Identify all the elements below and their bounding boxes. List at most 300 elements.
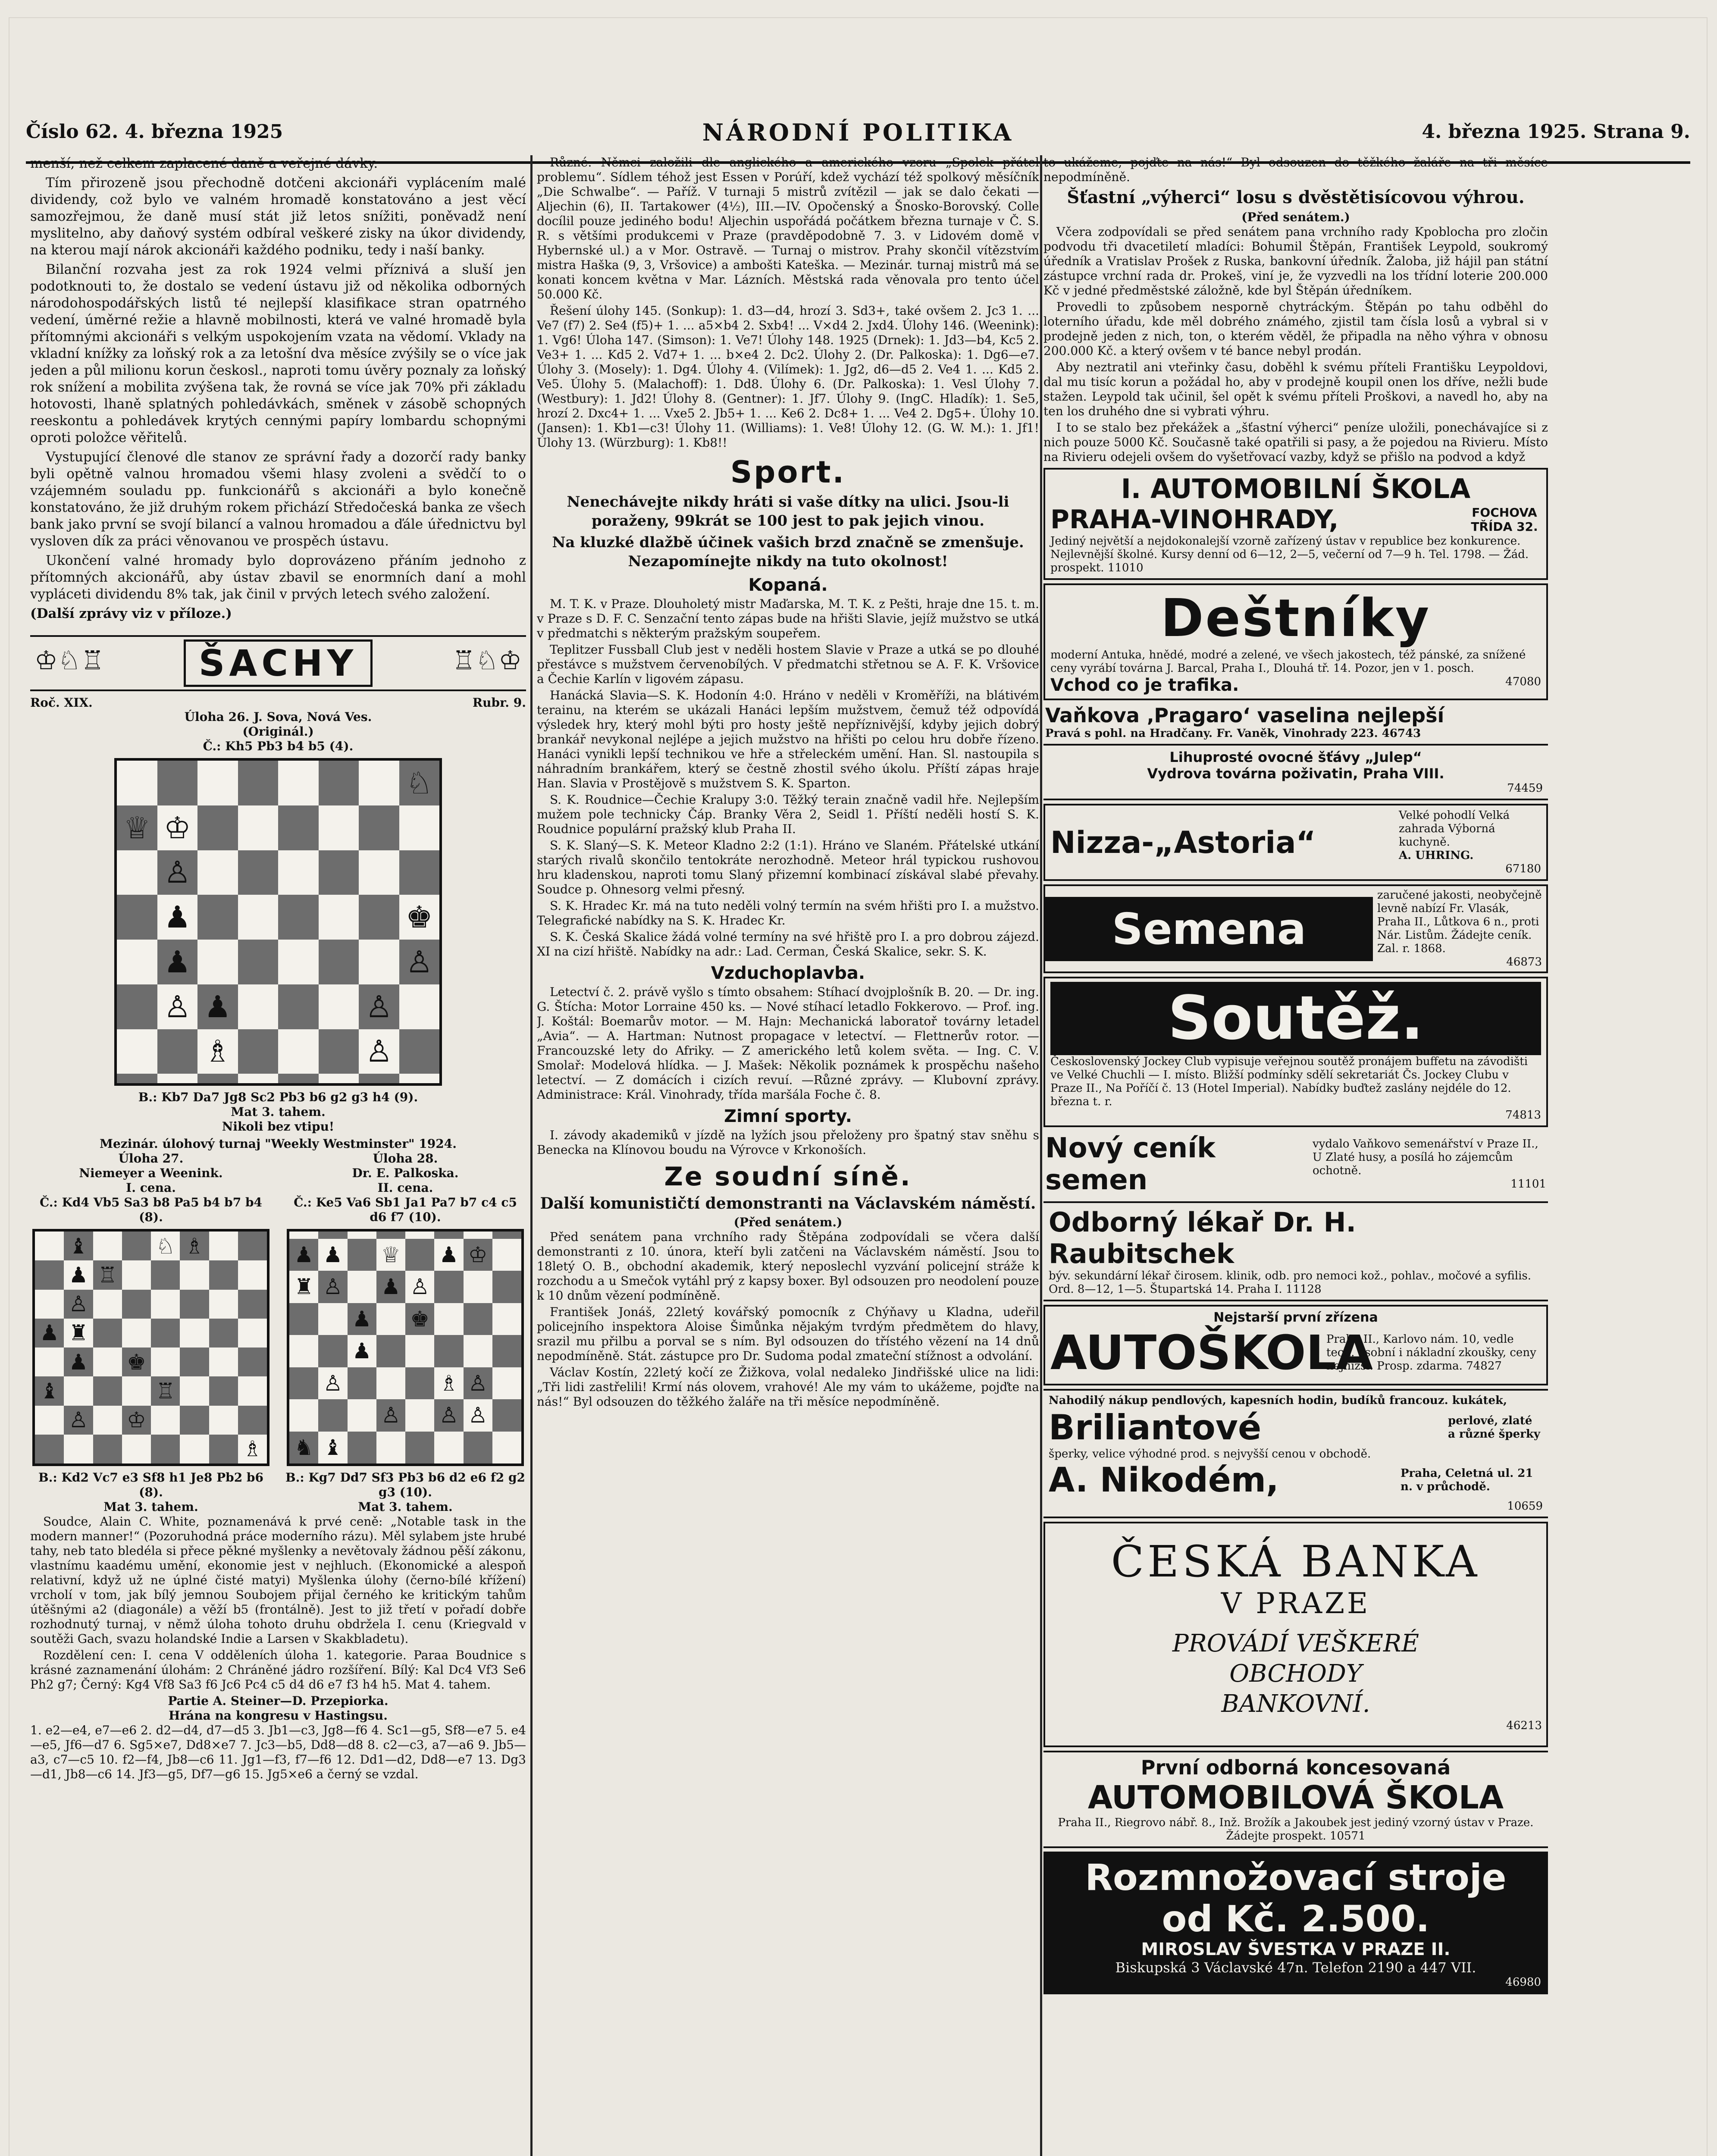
ad-rozmnozovaci-stroje [1043,1852,1548,1994]
square [318,1399,347,1432]
square [359,761,399,805]
ad-text: býv. sekundární lékař čirosem. klinik, odb. pro nemoci kož., pohlav., močové a syfilis. Ord. 8—12, 1—5. Štupartská 14. Praha I. 11128 [1049,1269,1532,1296]
square [399,1029,440,1074]
paragraph: Aby neztratil ani vteřinky času, doběhl k svému příteli Františku Leypoldovi, dal mu tisíc korun a požádal ho, aby v prodejně koupil onen los dříve, nežli bude stažen. Leypold tak učinil, šel opět k svému příteli Proškovi, a navedl ho, aby na ten los druhého dne si vybrati výhru. [1043,360,1548,418]
square [376,1367,405,1400]
square [93,1376,122,1405]
ad-lekar [1043,1201,1548,1301]
ad-semena [1043,884,1548,973]
square: ♖ [151,1376,180,1405]
square [238,984,279,1029]
square [93,1406,122,1435]
ad-firm: MIROSLAV ŠVESTKA V PRAZE II. [1141,1940,1451,1959]
ad-vaselina [1043,704,1548,740]
mate-note: Mat 3. tahem. [231,1105,326,1119]
square [289,1335,318,1367]
square [319,805,359,850]
square [464,1303,492,1335]
ad-julep [1043,744,1548,800]
paragraph: S. K. Česká Skalice žádá volné termíny na své hřiště pro I. a pro dobrou zájezd. XI na cizí hřiště. Nabídky na adr.: Lad. Cerman, Česká Skalice, sekr. S. K. [537,930,1039,959]
square [399,805,440,850]
ad-nizza [1043,804,1548,881]
ad-code: 46873 [1506,956,1542,968]
chess-board-28 [287,1229,524,1466]
ad-side [1313,1138,1546,1191]
square: ♚ [122,1348,151,1376]
square [238,1029,279,1074]
ad-city: PRAHA-VINOHRADY, [1050,505,1339,535]
chess-board-26 [114,758,442,1086]
square [209,1348,238,1376]
square [434,1271,463,1303]
problem-prize: I. cena. [126,1181,176,1195]
square [93,1290,122,1319]
square [238,1376,267,1405]
square [180,1348,209,1376]
square [492,1303,521,1335]
ad-title: Soutěž. [1050,982,1541,1055]
paragraph: S. K. Slaný—S. K. Meteor Kladno 2:2 (1:1). Hráno ve Slaném. Přátelské utkání starých rivalů skončilo tentokráte nerozhodně. Meteor hrál typickou rushovou hru kladenskou, naproti tomu Slaný přizemní kombinací získával slabé převahy. Soudce p. Ohnesorg velmi přesný. [537,838,1039,896]
court-senate: (Před senátem.) [733,1215,843,1229]
square [122,1232,151,1260]
sport-warning: Na kluzké dlažbě účinek vašich brzd značně se zmenšuje. Nezapomínejte nikdy na tuto okolnost! [552,534,1024,570]
square [197,895,238,940]
square [151,1348,180,1376]
ad-address: Biskupská 3 Václavské 47n. Telefon 2190 a 447 VII. [1115,1959,1476,1976]
square [117,984,157,1029]
ad-row [1050,1325,1541,1380]
paragraph: Teplitzer Fussball Club jest v neděli hostem Slavie v Praze a utká se po dlouhé přestávce s mužstvem červenobílých. V předmatchi střetnou se A. F. K. Vršovice a Čechie Karlín v ligovém zápasu. [537,642,1039,686]
square: ♙ [64,1290,93,1319]
square [93,1319,122,1348]
paragraph: František Jonáš, 22letý kovářský pomocník z Chýňavy u Kladna, udeřil policejního inspektora Aloise Šimůnka nějakým tvrdým předmětem do hlavy, srazil mu přilbu a porval se s ním. Byl odsouzen do třístého vězení na 14 dnů nepodmíněně. Stát. zástupce pro Dr. Sudoma podal zmateční stížnost a odvolání. [537,1305,1039,1363]
square [238,1074,279,1083]
ad-code: 47080 [1505,675,1541,688]
square [319,1029,359,1074]
chess-pieces-icon: ♔♘♖ [34,646,104,676]
square [93,1435,122,1463]
square [348,1367,376,1400]
square [319,940,359,984]
square [289,1367,318,1400]
ad-title: Deštníky [1160,589,1431,649]
square [278,805,319,850]
square: ♟ [348,1335,376,1367]
paragraph: Tím přirozeně jsou přechodně dotčeni akcionáři vyplácením malé dividendy, což bylo ve valném hromadě konstatováno a jest věcí samozřejmou, že daně musí stát již letos snížiti, poněvadž není myslitelno, aby daňový systém odbíral veškeré zisky na úkor dividendy, na kterou mají nárok akcionáři každého podniku, tedy i naší banky. [30,175,526,258]
square: ♟ [64,1260,93,1289]
paragraph: Včera zodpovídali se před senátem pana vrchního rady Kpoblocha pro zločin podvodu tři dvacetiletí mladíci: Bohumil Štěpán, František Leypold, soukromý úředník a Vratislav Prošek z Ruska, bankovní úředník. Žaloba, již hájil pan státní zástupce vrchní rada dr. Prokeš, viní je, že vyzvedli na los třídní loterie 200.000 Kč v jedné předměstské záložně, kde byl Štěpán úředníkem. [1043,225,1548,298]
ad-code: 74459 [1507,782,1543,795]
square [35,1290,64,1319]
square [492,1271,521,1303]
problem-27 [30,1151,272,1514]
problem-note: (Originál.) [242,724,314,739]
square [209,1319,238,1348]
square [122,1376,151,1405]
ad-title: Rozmnožovací stroje [1085,1856,1507,1899]
square: ♔ [157,805,198,850]
black-pieces: Č.: Kd4 Vb5 Sa3 b8 Pa5 b4 b7 b4 (8). [39,1195,263,1224]
ad-name: A. Nikodém, [1049,1461,1279,1500]
ad-code: 67180 [1505,862,1541,875]
square: ♚ [399,895,440,940]
problem-prize: II. cena. [377,1181,433,1195]
square [359,940,399,984]
chess-banner [30,635,526,691]
square [318,1303,347,1335]
paragraph: Soudce, Alain C. White, poznamenává k prvé ceně: „Notable task in the modern manner!“ (Pozoruhodná práce moderního rázu). Měl sylabem jste hrubé tahy, neb tato bledéla si přece pěkné myšlenky a nevětovaly žádnou pěší zákonu, vlastnímu kaadému umění, ekonomie jest v nejhluch. (Ekonomické a alespoň relativní, když už ne úplné čisté matyi) Myšlenka úlohy (černo-bílé křížení) vrcholí v tom, jak bílý jemnou Soubojem přijal černého ke kritickým tahům útěšnými a2 (diagonále) a věží b5 (frontálně). Jest to již třetí v pořadí dobře rozhodnutý turnaj, v němž úloha tohoto druhu obdržela I. cenu (Kriegvald v soutěži Gach, svazu holandské Indie a Larsen v Skakbladetu). [30,1514,526,1646]
square [405,1239,434,1271]
square [289,1303,318,1335]
ad-owner: A. UHRING. [1399,849,1474,862]
ad-title: Lihuprosté ovocné šťávy „Julep“ [1169,749,1422,765]
square [117,1029,157,1074]
problem-remark: Nikoli bez vtipu! [222,1119,335,1134]
ad-title: Briliantové [1049,1407,1262,1448]
square [278,895,319,940]
paragraph: I to se stalo bez překážek a „šťastní výherci“ peníze uložili, ponechávajíce si z nich pouze 5000 Kč. Současně také opatřili si pasy, a že pojedou na Rivieru. Místo na Rivieru odejeli ovšem do vyšetřovací vazby, když se přišlo na podvod a když [1043,420,1548,464]
square [348,1271,376,1303]
ad-city: V PRAZE [1221,1587,1371,1620]
ad-address: FOCHOVA TŘÍDA 32. [1471,505,1538,534]
square: ♟ [318,1239,347,1271]
square: ♟ [157,940,198,984]
column-rule [1040,155,1042,2156]
ad-text: vydalo Vaňkovo semenářství v Praze II., U Zlaté husy, a posílá ho zájemcům ochotně. [1313,1138,1538,1177]
square [117,895,157,940]
ad-code: 10659 [1507,1500,1543,1513]
problem-title: Úloha 26. J. Sova, Nová Ves. [184,710,372,724]
solutions: Řešení úlohy 145. (Sonkup): 1. d3—d4, hrozí 3. Sd3+, také ovšem 2. Jc3 1. ... Ve7 (f7) 2. Se4 (f5)+ 1. ... a5×b4 2. Sxb4! ... V×d4 2. Jxd4. Úlohy 146. (Weenink): 1. Vg6! Úloha 147. (Simson): 1. Ve7! Úlohy 148. 1925 (Drnek): 1. Jd3—b4, Kc5 2. Ve3+ 1. ... Kd5 2. Vd7+ 1. ... b×e4 2. Dc2. Úlohy 2. (Dr. Palkoska): 1. Dg6—e7. Úlohy 3. (Mosely): 1. Dg4. Úlohy 4. (Vilímek): 1. Jg2, d6—d5 2. Ve4 1. ... Kd5 2. Ve5. Úlohy 5. (Malachoff): 1. Dd8. Úlohy 6. (Dr. Palkoska): 1. Vesl Úlohy 7. (Westbury): 1. Jd2! Úlohy 8. (Gentner): 1. Jf7. Úlohy 9. (IngC. Hladík): 1. Se5, hrozí 2. Dxc4+ 1. ... Vxe5 2. Jb5+ 1. ... Ke6 2. Dc8+ 1. ... Ve4 2. Dg5+. Úlohy 10. (Jansen): 1. Kb1—c3! Úlohy 11. (Williams): 1. Ve8! Úlohy 12. (G. W. M.): 1. Jf1! Úlohy 13. (Würzburg): 1. Kb8!! [537,304,1039,450]
square [117,940,157,984]
square [492,1367,521,1400]
square: ♙ [318,1271,347,1303]
square: ♗ [434,1367,463,1400]
square [35,1406,64,1435]
paragraph: Václav Kostín, 22letý kočí ze Žižkova, volal nedaleko Jindřišské ulice na lidi: „Tři lidi zastřelili! Krmí nás olovem, vrahové! Ale my vám to ukážeme, pojďte na nás!“ Byl odsouzen do těžkého žaláře na tři měsíce nepodmíněně. [537,1365,1039,1409]
ad-address: Praha, Celetná ul. 21 n. v průchodě. [1401,1467,1533,1493]
ad-title: Odborný lékař Dr. H. Raubitschek [1049,1206,1357,1269]
column-rule [530,155,533,2156]
square [157,1029,198,1074]
square [180,1290,209,1319]
game-subtitle: Hrána na kongresu v Hastingsu. [168,1708,388,1723]
chess-board-27 [32,1229,269,1466]
square [238,1232,267,1260]
white-pieces: B.: Kd2 Vc7 e3 Sf8 h1 Je8 Pb2 b6 (8). [38,1470,263,1499]
square: ♕ [117,805,157,850]
ad-header: První odborná koncesovaná [1140,1756,1451,1779]
ad-footer [1050,675,1541,695]
square [278,1029,319,1074]
ad-autoskola-vinohrady [1043,468,1548,580]
square [238,940,279,984]
square: ♙ [464,1367,492,1400]
ad-header: Nahodilý nákup pendlových, kapesních hodin, budíků francouz. kukátek, [1049,1394,1507,1407]
square [289,1232,318,1239]
ad-text: zaručené jakosti, neobyčejně levně nabízí Fr. Vlasák, Praha II., Lůtkova 6 n., proti Nár. Listům. Žádejte ceník. Zal. r. 1868. [1377,889,1542,955]
ad-title: Nový ceník semen [1045,1132,1216,1196]
square: ♟ [434,1239,463,1271]
square [464,1335,492,1367]
square [464,1271,492,1303]
paragraph: Hanácká Slavia—S. K. Hodonín 4:0. Hráno v neděli v Kroměříži, na blátivém terainu, na kterém se ukázali Hanáci lepším mužstvem, čemuž též odpovídá výsledek hry, který mohl býti pro hosty ještě nepříznivější, kdyby jejich dobrý brankář nevykonal nejlépe a jejich mužstvo na hřišti po celou hru dobře řízeno. Hanáci vynikli lepší technikou ve hře a střeleckém umění. Han. Sl. nastoupila s náhradním brankářem, který se čestně zhostil svého úkolu. Příští zápas hraje Han. Slavia v Prostějově s mužstvem S. K. Sparton. [537,688,1039,790]
square: ♙ [376,1399,405,1432]
square [197,1074,238,1083]
paragraph: to ukážeme, pojďte na nás!“ Byl odsouzen do těžkého žaláře na tři měsíce nepodmíněně. [1043,155,1548,184]
square [209,1435,238,1463]
square [238,1348,267,1376]
square [238,1406,267,1435]
ad-title: ČESKÁ BANKA [1111,1536,1481,1587]
square: ♟ [35,1319,64,1348]
ad-code: 74813 [1505,1109,1541,1122]
paragraph: Rozdělení cen: I. cena V odděleních úloha 1. kategorie. Paraa Boudnice s krásné zaznamenání úlohám: 2 Chráněné jádro rozšíření. Bílý: Kal Dc4 Vf3 Se6 Ph2 g7; Černý: Kg4 Vf8 Sa3 f6 Jc6 Pc4 c5 d4 d6 e7 f3 h4 h5. Mat 4. tahem. [30,1648,526,1692]
square: ♙ [464,1399,492,1432]
square [93,1348,122,1376]
square [180,1376,209,1405]
square [151,1406,180,1435]
ad-title: AUTOMOBILOVÁ ŠKOLA [1087,1779,1504,1816]
square [35,1435,64,1463]
section-title-football: Kopaná. [748,575,828,595]
square [64,1376,93,1405]
paragraph: Ukončení valné hromady bylo doprovázeno přáním jednoho z přítomných akcionářů, aby ústav zbavil se enormních daní a mohl vypláceti dividendu 8% tak, jak činil v prvých letech svého založení. [30,553,526,602]
square [278,984,319,1029]
ad-title: Nizza-„Astoria“ [1050,824,1316,860]
ad-text: PROVÁDÍ VEŠKERÉ OBCHODY BANKOVNÍ. [1172,1630,1419,1718]
square [278,761,319,805]
problem-28 [285,1151,526,1514]
section-title-aviation: Vzduchoplavba. [711,963,865,983]
square [405,1367,434,1400]
issue-number: Číslo 62. 4. března 1925 [26,121,283,143]
square [348,1432,376,1464]
square [319,895,359,940]
square: ♙ [157,984,198,1029]
more-news-note: (Další zprávy viz v příloze.) [30,606,232,621]
paragraph: Různé. Němci založili dle anglického a amerického vzoru „Spolek přátel problemu“. Sídlem téhož jest Essen v Porúří, kdež vychází též spolkový měsíčník „Die Schwalbe“. — Paříž. V turnaji 5 mistrů zvítězil — jak se dalo čekati — Aljechin (6), II. Tartakower (4½), III.—IV. Opočenský a Šnosko-Borovský. Colle docílil pouze jediného bodu! Aljechin uspořádá počátkem března turnaje v Č. S. R. s většími produkcemi v Praze (pravděpodobně 7. 3. v Lidovém domě v Hybernské ul.) a v Mor. Ostravě. — Turnaj o mistrov. Prahy skončil vítězstvím mistra Haška (9, 3, Vršovice) a ambošti Kateška. — Mezinár. turnaj mistrů má se konati koncem května v Mar. Lázních. Městská rada věnovala pro tento účel 50.000 Kč. [537,155,1039,301]
paragraph: Provedli to způsobem nesporně chytráckým. Štěpán po tahu odběhl do loterního úřadu, kde měl dobrého známého, zjistil tam čísla losů a vybral si v prodejně jeden z nich, ton, o kterém věděl, že připadla na něho výhra v obnosu 200.000 Kč. a který ovšem v té bance nebyl prodán. [1043,300,1548,358]
square [35,1232,64,1260]
square [318,1232,347,1239]
square [434,1432,463,1464]
ad-soutez [1043,977,1548,1127]
square [122,1319,151,1348]
square: ♗ [238,1435,267,1463]
square [399,984,440,1029]
square: ♗ [197,1029,238,1074]
ad-entrance: Vchod co je trafika. [1050,675,1239,695]
square [319,984,359,1029]
newspaper-title: NÁRODNÍ POLITIKA [702,119,1014,146]
square [117,761,157,805]
square [180,1435,209,1463]
article-title: Šťastní „výherci“ losu s dvěstětisícovou výhrou. [1067,187,1525,207]
problem-title: Úloha 27. [118,1151,184,1166]
paragraph: S. K. Hradec Kr. má na tuto neděli volný termín na svém hřišti pro I. a mužstvo. Telegrafické nabídky na S. K. Hradec Kr. [537,899,1039,928]
square [348,1399,376,1432]
square: ♟ [376,1271,405,1303]
tournament-title: Mezinár. úlohový turnaj "Weekly Westminster" 1924. [100,1137,457,1151]
square: ♔ [122,1406,151,1435]
ad-text: Praha II., Karlovo nám. 10, vedle tech. osobní i nákladní zkoušky, ceny nejnižší. Prosp. zdarma. 74827 [1326,1332,1536,1373]
column-1 [30,155,526,2156]
square [35,1260,64,1289]
chess-rubric [30,696,526,710]
square: ♙ [434,1399,463,1432]
game-title: Partie A. Steiner—D. Przepiorka. [168,1694,389,1708]
square [197,850,238,895]
white-pieces: B.: Kb7 Da7 Jg8 Sc2 Pb3 b6 g2 g3 h4 (9). [138,1090,418,1104]
square [151,1319,180,1348]
ad-title: I. AUTOMOBILNÍ ŠKOLA [1121,473,1471,505]
square [376,1335,405,1367]
paragraph: Letectví č. 2. právě vyšlo s tímto obsahem: Stíhací dvojplošník B. 20. — Dr. ing. G. Štícha: Motor Lorraine 450 ks. — Nové stíhací letadlo Fokkerovo. — Prof. ing. J. Koštál: Boemarův motor. — M. Hajn: Mechanická laboratoř továrny letadel „Avia“. — A. Hartman: Nutnost propagace v letectví. — Flettnerův rotor. — Francouzské lety do Afriky. — Z amerického letů kolem světa. — Ing. C. V. Smolař: Modelová hlídka. — J. Mašek: Několik poznámek k prospěchu našeho letectví. — Z domácích i cizích revuí. —Různé zprávy. — Klubovní zprávy. Administrace: Král. Vinohrady, třída maršála Foche č. 8. [537,985,1039,1102]
court-subtitle: Další komunističtí demonstranti na Václavském náměstí. [540,1194,1036,1213]
problem-author: Dr. E. Palkoska. [352,1166,459,1180]
square: ♟ [348,1303,376,1335]
square: ♜ [64,1319,93,1348]
square: ♟ [197,984,238,1029]
ad-side [1373,886,1546,971]
problems-27-28 [30,1151,526,1514]
square [405,1232,434,1239]
ad-row [1049,1461,1543,1500]
rubric-label: Rubr. 9. [472,696,526,710]
square [492,1232,521,1239]
square [157,761,198,805]
square: ♗ [180,1232,209,1260]
mate-note: Mat 3. tahem. [358,1500,453,1514]
square: ♔ [464,1239,492,1271]
square [434,1232,463,1239]
black-pieces: Č.: Kh5 Pb3 b4 b5 (4). [203,739,354,753]
square [376,1232,405,1239]
square: ♘ [399,761,440,805]
square [359,850,399,895]
square: ♙ [359,1029,399,1074]
game-moves: 1. e2—e4, e7—e6 2. d2—d4, d7—d5 3. Jb1—c3, Jg8—f6 4. Sc1—g5, Sf8—e7 5. e4—e5, Jf6—d7 6. Sg5×e7, Dd8×e7 7. Jc3—b5, Dd8—d8 8. c2—c3, a7—a6 9. Jb5—a3, c7—c5 10. f2—f4, Jb8—c6 11. Jg1—f3, f7—f6 12. Dd1—d2, Dd8—e7 13. Dg3—d1, Jb8—c6 14. Jf3—g5, Df7—g6 15. Jg5×e6 a černý se vzdal. [30,1723,526,1781]
ad-text: Československý Jockey Club vypisuje veřejnou soutěž pronájem buffetu na závodišti ve Velké Chuchli — I. místo. Bližší podmínky sdělí sekretariát Čs. Jockey Clubu v Praze II., Na Poříčí č. 13 (Hotel Imperial). Nabídky buďtež zaslány nejdéle do 12. března t. r. [1050,1055,1528,1108]
ad-side: perlové, zlaté a různé šperky [1448,1414,1540,1441]
problem-author: Niemeyer a Weenink. [79,1166,223,1180]
ad-title: AUTOŠKOLA [1050,1325,1373,1380]
square: ♟ [289,1239,318,1271]
square [278,940,319,984]
ad-text: moderní Antuka, hnědé, modré a zelené, ve všech jakostech, též pánské, za snížené ceny vyrábí továrna J. Barcal, Praha I., Dlouhá tř. 14. Pozor, jen v 1. posch. [1050,649,1526,675]
square: ♙ [318,1367,347,1400]
ad-row [1050,505,1541,535]
volume-label: Roč. XIX. [30,696,93,710]
square [209,1290,238,1319]
square [238,761,279,805]
square [278,850,319,895]
mate-note: Mat 3. tahem. [103,1500,198,1514]
square [348,1239,376,1271]
square [376,1303,405,1335]
paragraph: I. závody akademiků v jízdě na lyžích jsou přeloženy pro špatný stav sněhu s Benecka na Klínovou boudu na Výrovce v Krkonoších. [537,1128,1039,1157]
square [319,850,359,895]
square [492,1239,521,1271]
ad-cenik-semen [1043,1131,1548,1198]
square [197,940,238,984]
square [180,1319,209,1348]
square [318,1335,347,1367]
square: ♘ [151,1232,180,1260]
square [319,761,359,805]
square [238,1260,267,1289]
ad-header: Nejstarší první zřízena [1213,1310,1378,1325]
ad-autoskola-karlovo [1043,1305,1548,1385]
ad-row [1049,1407,1543,1448]
ad-code: 11101 [1510,1178,1546,1191]
ad-text: Jediný největší a nejdokonalejší vzorně zařízený ústav v republice bez konkurence. Nejlevnější školné. Kursy denní od 6—12, 2—5, večerní od 7—9 h. Tel. 1798. — Žád. prospekt. 11010 [1050,535,1529,574]
ad-text: Praha II., Riegrovo nábř. 8., Inž. Brožík a Jakoubek jest jediný vzorný ústav v Praze. Žádejte prospekt. 10571 [1058,1816,1534,1843]
court-senate: (Před senátem.) [1241,210,1350,224]
ad-text: šperky, velice výhodné prod. s nejvyšší cenou v obchodě. [1049,1448,1371,1460]
square [209,1376,238,1405]
square: ♕ [376,1239,405,1271]
square [122,1435,151,1463]
square [197,805,238,850]
ad-code: 46980 [1505,1976,1541,1989]
black-pieces: Č.: Ke5 Va6 Sb1 Ja1 Pa7 b7 c4 c5 d6 f7 (10). [294,1195,517,1224]
square [197,761,238,805]
paragraph: S. K. Roudnice—Čechie Kralupy 3:0. Těžký terain značně vadil hře. Nejlepším mužem pole technicky Čáp. Branky Věra 2, Seidl 1. Příští neděli hostí S. K. Roudnice populární pražský klub Praha II. [537,793,1039,836]
square [122,1290,151,1319]
square [93,1232,122,1260]
paragraph: menší, než celkem zaplacené daně a veřejné dávky. [30,156,378,171]
square [209,1232,238,1260]
square [405,1399,434,1432]
square [238,1319,267,1348]
square [492,1432,521,1464]
square [238,895,279,940]
square [278,1074,319,1083]
sport-warning: Nenechávejte nikdy hráti si vaše dítky na ulici. Jsou-li poraženy, 99krát se 100 jest to pak jejich vinou. [567,493,1009,530]
square [492,1399,521,1432]
square: ♜ [289,1271,318,1303]
square [151,1435,180,1463]
ad-ceska-banka [1043,1522,1548,1747]
square: ♝ [35,1376,64,1405]
ad-automobilova-skola [1043,1751,1548,1848]
square: ♟ [157,895,198,940]
square [122,1260,151,1289]
square [238,1290,267,1319]
square [359,895,399,940]
square [209,1260,238,1289]
ad-briliant [1043,1389,1548,1518]
square [35,1348,64,1376]
square: ♚ [405,1303,434,1335]
square: ♙ [359,984,399,1029]
section-title-court: Ze soudní síně. [664,1162,912,1192]
square [319,1074,359,1083]
square [405,1335,434,1367]
ad-side [1399,809,1541,876]
paragraph: Vystupující členové dle stanov ze správní řady a dozorčí rady banky byli opětně valnou hromadou všemi hlasy zvoleni a svědčí to o vzájemném souladu pp. funkcionářů s akcionáři a bylo konečně konstatováno, že již druhým rokem přichází Středočeská banka ze všech bank jako první se svojí bilancí a valnou hromadou a ďále úřednictvu byl vysloven dík za práci věnovanou ve prospěch ústavu. [30,449,526,549]
square [151,1290,180,1319]
square: ♟ [64,1348,93,1376]
ad-destniky [1043,583,1548,700]
square: ♝ [64,1232,93,1260]
ad-text: Vydrova továrna poživatin, Praha VIII. [1147,765,1444,782]
square [399,850,440,895]
square: ♞ [289,1432,318,1464]
square [180,1406,209,1435]
